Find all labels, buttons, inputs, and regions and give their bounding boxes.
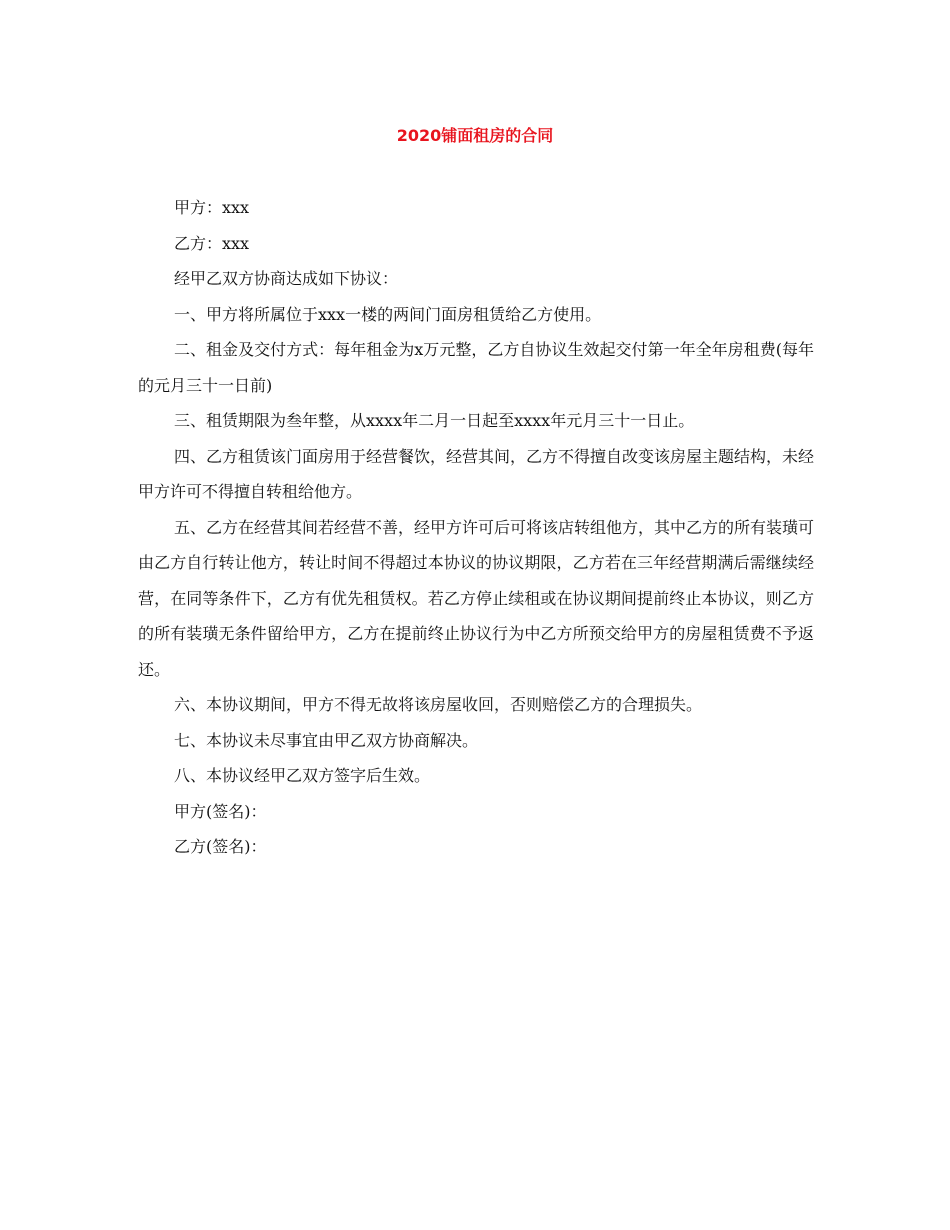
clause-6: 六、本协议期间，甲方不得无故将该房屋收回，否则赔偿乙方的合理损失。 xyxy=(174,695,703,714)
clause-2: 二、租金及交付方式：每年租金为x万元整，乙方自协议生效起交付第一年全年房租费(每年的元月三十一日前) xyxy=(138,340,814,395)
clause-1: 一、甲方将所属位于xxx一楼的两间门面房租赁给乙方使用。 xyxy=(174,304,602,324)
party-b-line: 乙方：xxx xyxy=(174,233,250,253)
party-b-signature: 乙方(签名)： xyxy=(174,837,267,856)
party-a-line: 甲方：xxx xyxy=(174,198,250,217)
clause-8: 八、本协议经甲乙双方签字后生效。 xyxy=(174,766,431,785)
document-title: 2020铺面租房的合同 xyxy=(396,126,554,145)
party-a-signature: 甲方(签名)： xyxy=(174,801,267,821)
clause-3: 三、租赁期限为叁年整，从xxxx年二月一日起至xxxx年元月三十一日止。 xyxy=(174,411,695,430)
clause-7: 七、本协议未尽事宜由甲乙双方协商解决。 xyxy=(174,730,479,750)
clause-5: 五、乙方在经营其间若经营不善，经甲方许可后可将该店转组他方，其中乙方的所有装璜可由乙方自行转让他方，转让时间不得超过本协议的协议期限，乙方若在三年经营期满后需继续经营，在同等条件下，乙方有优先租赁权。若乙方停止续租或在协议期间提前终止本协议，则乙方的所有装璜无条件留给甲方，乙方在提前终止协议行为中乙方所预交给甲方的房屋租赁费不予返还。 xyxy=(138,517,815,679)
agreement-intro: 经甲乙双方协商达成如下协议： xyxy=(174,269,399,288)
document-body xyxy=(138,190,814,865)
clause-4: 四、乙方租赁该门面房用于经营餐饮，经营其间，乙方不得擅自改变该房屋主题结构，未经甲方许可不得擅自转租给他方。 xyxy=(138,446,815,501)
